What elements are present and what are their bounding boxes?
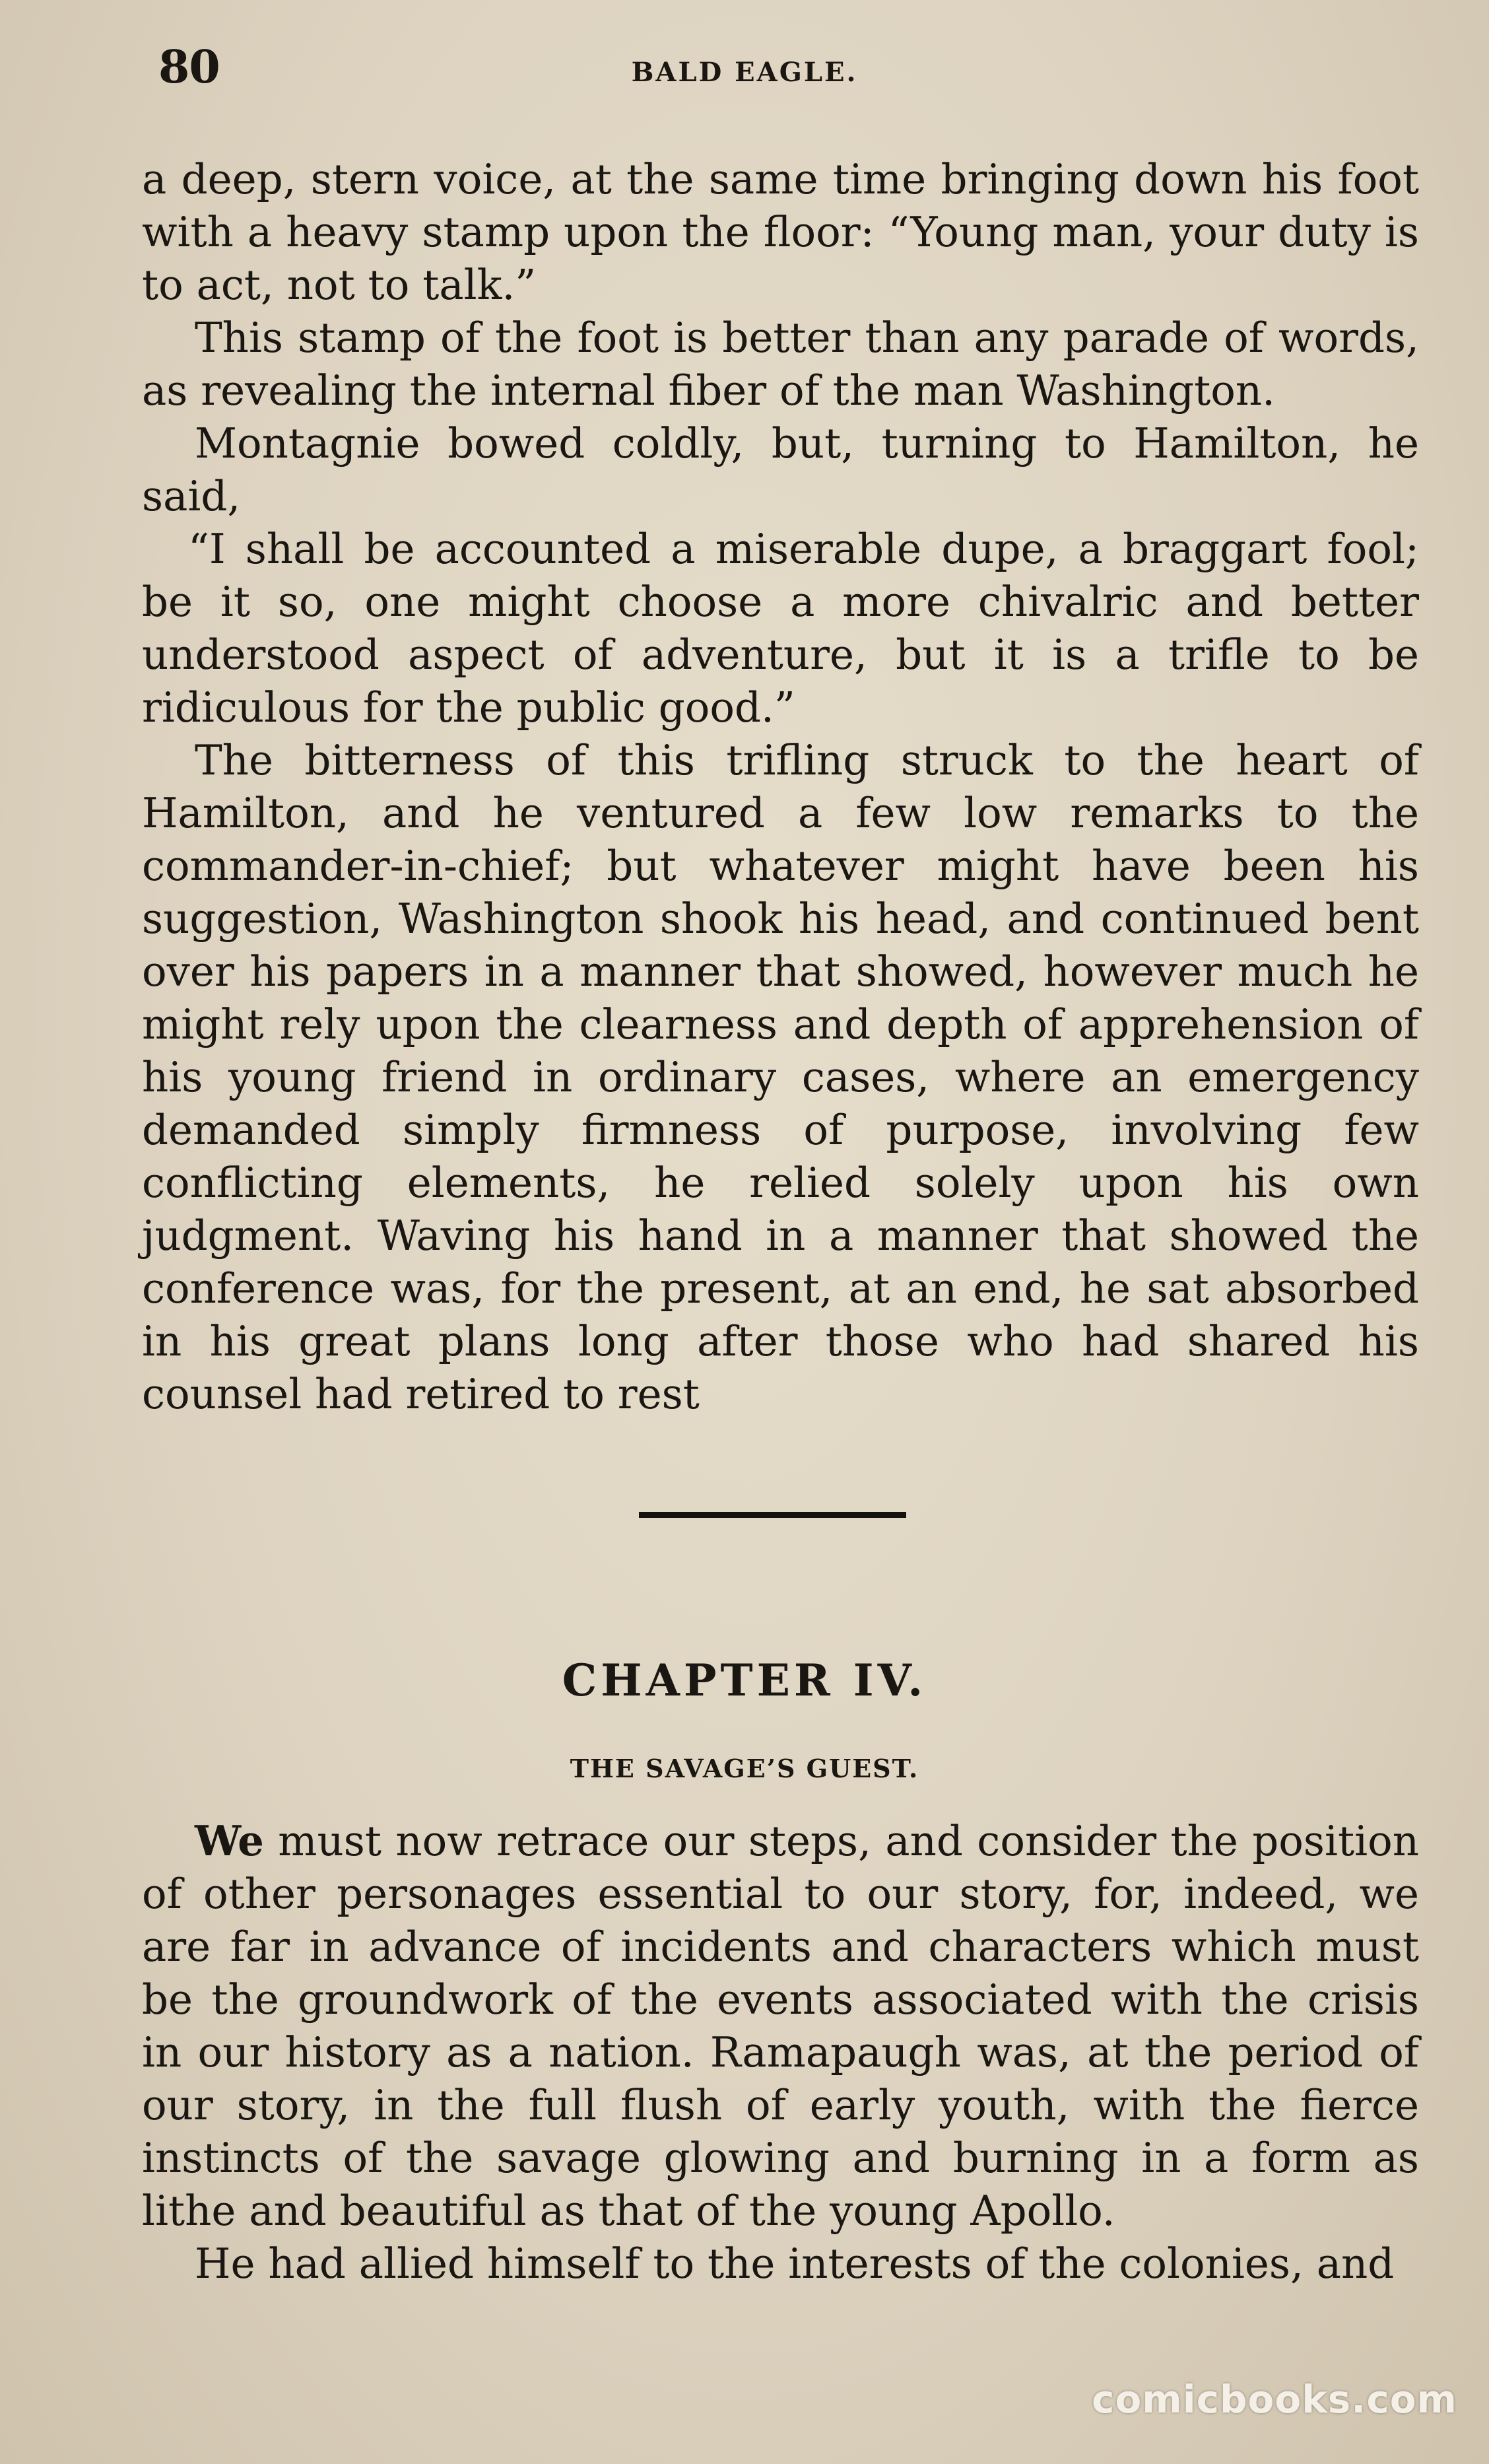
paragraph: This stamp of the foot is better than any parade of words, as revealing the internal fiber of the man Washington. [142, 314, 1419, 415]
body-text-section-two [142, 1814, 1419, 2290]
paragraph: He had allied himself to the interests of the colonies, and [195, 2240, 1395, 2288]
running-title: BALD EAGLE. [631, 57, 858, 88]
section-divider-rule [639, 1512, 906, 1518]
chapter-subtitle: THE SAVAGE’S GUEST. [570, 1754, 919, 1783]
chapter-title: CHAPTER IV. [562, 1655, 927, 1706]
paragraph: Montagnie bowed coldly, but, turning to Hamilton, he said, [142, 419, 1419, 520]
paragraph: “I shall be accounted a miserable dupe, a braggart fool; be it so, one might choose a more chivalric and better understood aspect of adventure, but it is a trifle to be ridiculous for the public good.” [142, 525, 1419, 732]
body-text-section-one [142, 153, 1419, 1421]
lead-word: We [195, 1816, 264, 1865]
paragraph [142, 1814, 1419, 2238]
paragraph: a deep, stern voice, at the same time bringing down his foot with a heavy stamp upon the floor: “Young man, your duty is to act, not to talk.” [142, 155, 1419, 309]
watermark: comicbooks.com [1092, 2377, 1457, 2422]
paragraph-text: must now retrace our steps, and consider the position of other personages essential to our story, for, indeed, we are far in advance of incidents and characters which must be the groundwork of the events associated with the crisis in our history as a nation. Ramapaugh was, at the period of our story, in the full flush of early youth, with the fierce instincts of the savage glowing and burning in a form as lithe and beautiful as that of the young Apollo. [142, 1817, 1419, 2235]
paragraph: The bitterness of this trifling struck to the heart of Hamilton, and he ventured a few low remarks to the commander-in-chief; but whatever might have been his suggestion, Washington shook his head, and continued bent over his papers in a manner that showed, however much he might rely upon the clearness and depth of apprehension of his young friend in ordinary cases, where an emergency demanded simply firmness of purpose, involving few conflicting elements, he relied solely upon his own judgment. Waving his hand in a manner that showed the conference was, for the present, at an end, he sat absorbed in his great plans long after those who had shared his counsel had retired to rest [142, 736, 1419, 1418]
page-number: 80 [158, 41, 220, 94]
